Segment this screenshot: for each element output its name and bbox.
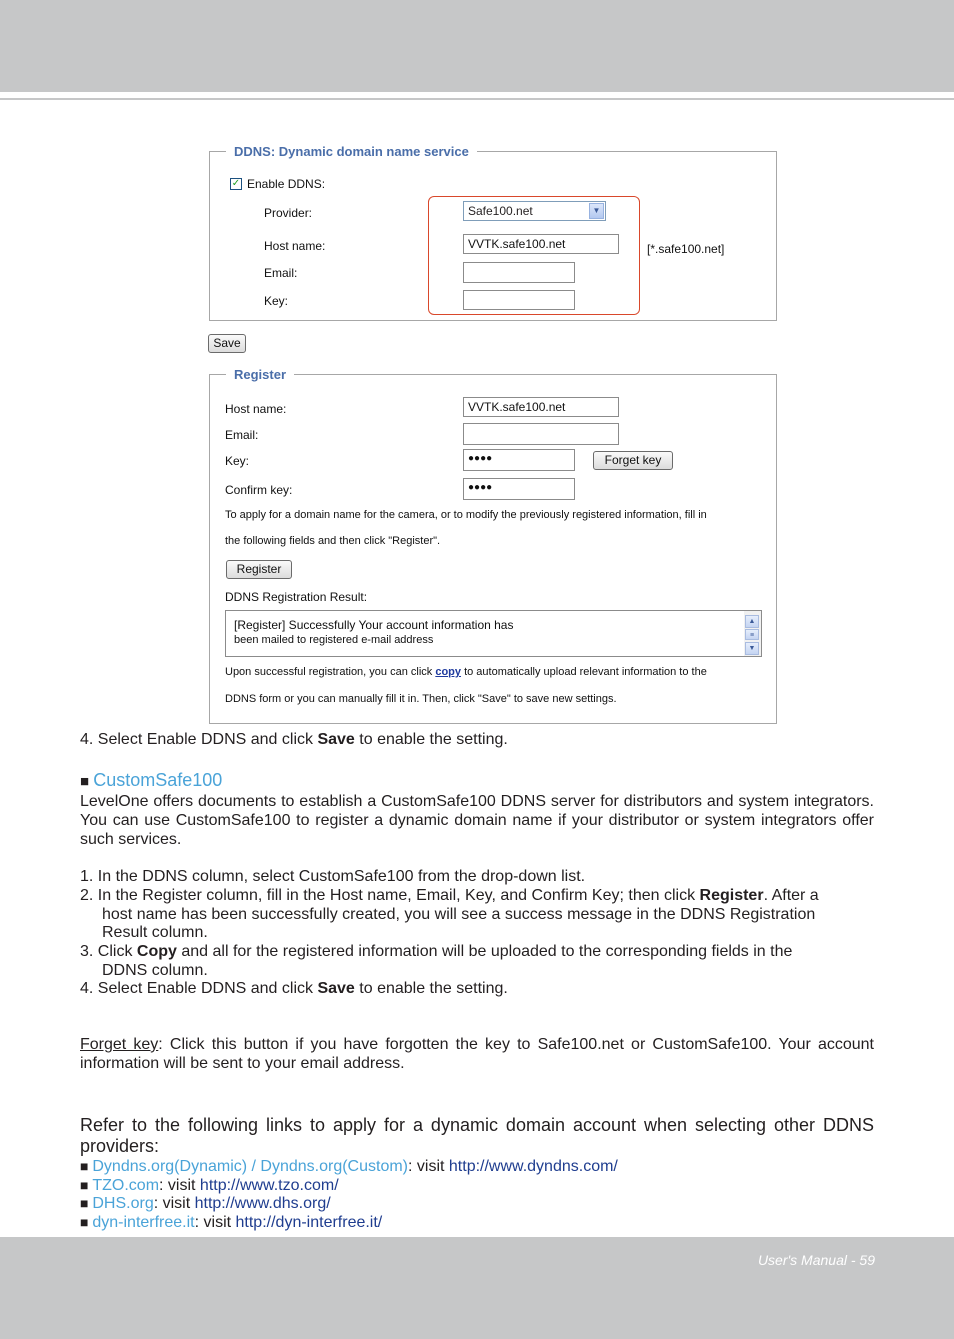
- step4-top-bold: Save: [317, 731, 355, 748]
- register-instructions-2: the following fields and then click "Register".: [225, 535, 441, 547]
- customsafe-title: CustomSafe100: [93, 770, 223, 790]
- link-item: [80, 1176, 339, 1195]
- page-number: User's Manual - 59: [757, 1252, 875, 1268]
- refer-paragraph: Refer to the following links to apply for a dynamic domain account when selecting other DDNS providers:: [80, 1115, 874, 1156]
- result-scrollbar[interactable]: [744, 611, 761, 656]
- register-key-input[interactable]: ●●●●: [463, 449, 575, 471]
- step4-top-pre: 4. Select Enable DDNS and click: [80, 731, 318, 748]
- link-sep: : visit: [408, 1158, 449, 1175]
- cs-step-4-pre: 4. Select Enable DDNS and click: [80, 980, 318, 997]
- register-legend: Register: [226, 367, 294, 382]
- link-url[interactable]: http://www.dhs.org/: [194, 1195, 331, 1212]
- link-name: DHS.org: [92, 1195, 154, 1212]
- link-item: [80, 1213, 382, 1232]
- cs-step-3-line2: DDNS column.: [102, 962, 208, 979]
- scroll-thumb[interactable]: ≡: [745, 629, 759, 640]
- link-sep: : visit: [153, 1195, 195, 1212]
- customsafe-paragraph: LevelOne offers documents to establish a CustomSafe100 DDNS server for distributors and system integrators. You can use CustomSafe100 to register a dynamic domain name if your distributor or system integrators offer such services.: [80, 793, 874, 848]
- register-instructions-1: To apply for a domain name for the camera, or to modify the previously registered information, fill in: [225, 509, 707, 521]
- link-name: TZO.com: [92, 1177, 160, 1194]
- ddns-key-input[interactable]: [463, 290, 575, 310]
- scroll-down-icon[interactable]: ▼: [745, 642, 759, 655]
- link-url[interactable]: http://dyn-interfree.it/: [235, 1214, 383, 1231]
- register-hostname-label: Host name:: [225, 402, 287, 416]
- link-url[interactable]: http://www.tzo.com/: [199, 1177, 339, 1194]
- upon-text-1: [225, 666, 707, 678]
- cs-step-3-pre: 3. Click: [80, 943, 137, 960]
- provider-select[interactable]: [463, 201, 606, 221]
- forget-key-text: : Click this button if you have forgotten the key to Safe100.net or CustomSafe100. Your account information will be sent to your email address.: [80, 1036, 874, 1072]
- provider-label: Provider:: [264, 206, 313, 220]
- cs-step-3-bold: Copy: [136, 943, 177, 960]
- result-textarea[interactable]: [225, 610, 762, 657]
- link-name: Dyndns.org(Dynamic) / Dyndns.org(Custom): [92, 1158, 409, 1175]
- register-email-input[interactable]: [463, 423, 619, 445]
- ddns-email-input[interactable]: [463, 262, 575, 283]
- provider-select-value: Safe100.net: [468, 204, 533, 218]
- cs-step-2-bold: Register: [699, 887, 764, 904]
- forget-key-button[interactable]: Forget key: [593, 451, 673, 470]
- bullet-icon: ■: [80, 773, 94, 790]
- link-item: [80, 1157, 618, 1176]
- cs-step-4: [80, 979, 508, 998]
- cs-step-4-bold: Save: [317, 980, 355, 997]
- confirm-key-input[interactable]: ●●●●: [463, 478, 575, 500]
- cs-step-2-pre: 2. In the Register column, fill in the Host name, Email, Key, and Confirm Key; then click: [80, 887, 700, 904]
- upon-text-1a: Upon successful registration, you can click: [225, 666, 436, 678]
- register-email-label: Email:: [225, 428, 259, 442]
- result-label: DDNS Registration Result:: [225, 590, 368, 604]
- cs-step-3-post: and all for the registered information will be uploaded to the corresponding fields in the: [176, 943, 793, 960]
- ddns-hostname-label: Host name:: [264, 239, 326, 253]
- header-rule: [0, 98, 954, 100]
- link-sep: : visit: [159, 1177, 200, 1194]
- ddns-key-label: Key:: [264, 294, 289, 308]
- upon-text-2: DDNS form or you can manually fill it in. Then, click "Save" to save new settings.: [225, 693, 617, 705]
- link-name: dyn-interfree.it: [92, 1214, 195, 1231]
- forget-key-term: Forget key: [80, 1036, 159, 1053]
- register-hostname-input[interactable]: VVTK.safe100.net: [463, 397, 619, 417]
- customsafe-heading: [80, 771, 222, 791]
- upon-text-1b: to automatically upload relevant information to the: [461, 666, 707, 678]
- link-sep: : visit: [194, 1214, 236, 1231]
- copy-link[interactable]: copy: [435, 666, 462, 678]
- enable-ddns-checkbox[interactable]: ✓: [231, 178, 241, 189]
- cs-step-1: 1. In the DDNS column, select CustomSafe100 from the drop-down list.: [80, 868, 586, 885]
- cs-step-2: [80, 886, 874, 905]
- chevron-down-icon: ▼: [589, 203, 604, 219]
- save-button[interactable]: Save: [208, 334, 246, 353]
- cs-step-2-post: . After a: [763, 887, 819, 904]
- result-line-1: [Register] Successfully Your account information has: [234, 618, 514, 632]
- confirm-key-label: Confirm key:: [225, 483, 293, 497]
- register-button[interactable]: Register: [226, 560, 292, 579]
- link-url[interactable]: http://www.dyndns.com/: [448, 1158, 618, 1175]
- result-line-2: been mailed to registered e-mail address: [234, 634, 434, 646]
- forget-key-paragraph: [80, 1035, 874, 1073]
- bullet-icon: ■: [80, 1195, 93, 1211]
- cs-step-2-line2: host name has been successfully created, you will see a success message in the DDNS Registration: [102, 906, 816, 923]
- scroll-up-icon[interactable]: ▲: [745, 615, 759, 628]
- ddns-hostname-input[interactable]: VVTK.safe100.net: [463, 234, 619, 254]
- header-band: [0, 0, 954, 92]
- enable-ddns-label: Enable DDNS:: [247, 177, 326, 191]
- cs-step-4-post: to enable the setting.: [354, 980, 508, 997]
- link-item: [80, 1194, 331, 1213]
- step4-top-post: to enable the setting.: [354, 731, 508, 748]
- bullet-icon: ■: [80, 1177, 93, 1193]
- ddns-hostname-hint: [*.safe100.net]: [647, 242, 725, 256]
- register-key-label: Key:: [225, 454, 250, 468]
- bullet-icon: ■: [80, 1214, 93, 1230]
- ddns-legend: DDNS: Dynamic domain name service: [226, 144, 477, 159]
- cs-step-3: [80, 942, 874, 961]
- cs-step-2-line3: Result column.: [102, 924, 208, 941]
- bullet-icon: ■: [80, 1158, 93, 1174]
- step4-top: [80, 730, 508, 749]
- ddns-email-label: Email:: [264, 266, 298, 280]
